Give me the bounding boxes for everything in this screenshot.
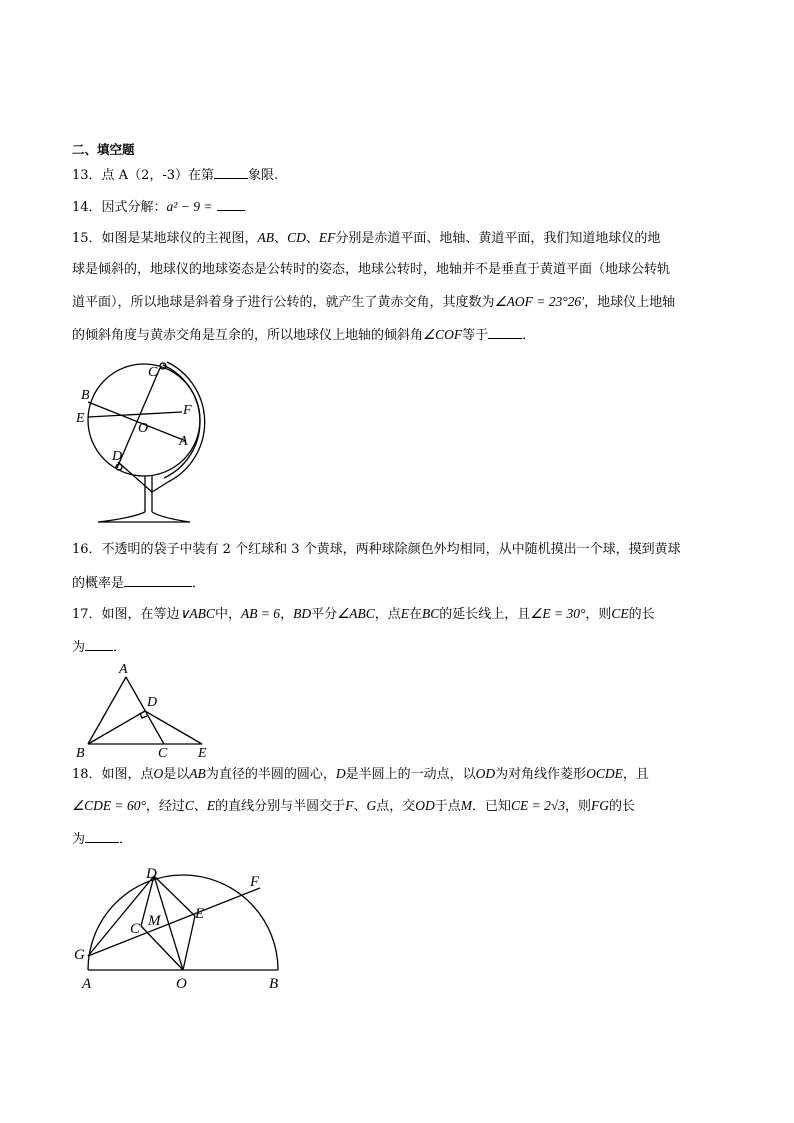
label-m: M: [148, 913, 161, 929]
label-d: D: [146, 866, 157, 882]
label-a: A: [119, 662, 128, 677]
question-16-line-2: 的概率是 ．: [72, 572, 205, 594]
label-o: O: [138, 421, 149, 436]
question-18-line-2: ∠CDE = 60°，经过C、E的直线分别与半圆交于F、G点，交OD于点M．已知CE = 2√3，则FG的长: [72, 798, 636, 814]
label-b: B: [81, 388, 90, 403]
question-15-line-2: 球是倾斜的，地球仪的地球姿态是公转时的姿态，地球公转时，地轴并不是垂直于黄道平面（地球公转轨: [72, 262, 671, 277]
ring-base-arm: [118, 462, 152, 492]
answer-blank-15[interactable]: [488, 324, 522, 339]
question-14: 14．因式分解：a² − 9 =: [72, 196, 245, 218]
answer-blank-14[interactable]: [217, 196, 245, 211]
label-e: E: [195, 906, 205, 922]
label-c: C: [130, 921, 141, 937]
line-ef: [88, 412, 182, 417]
label-e: E: [76, 411, 85, 426]
question-15-line-4: 的倾斜角度与黄赤交角是互余的，所以地球仪上地轴的倾斜角∠COF等于 ．: [72, 324, 535, 346]
semicircle-figure: [66, 858, 296, 998]
segment-eo: [183, 916, 195, 970]
side-ac: [126, 677, 164, 744]
segment-de: [145, 711, 202, 744]
expression-a2-9: a² − 9 =: [166, 199, 213, 214]
meridian-ring-inner: [167, 362, 205, 482]
answer-blank-18[interactable]: [85, 828, 119, 843]
label-d: D: [147, 695, 158, 710]
label-b: B: [269, 976, 279, 992]
label-o: O: [176, 976, 187, 992]
section-title: 二、填空题: [72, 142, 135, 157]
label-g: G: [74, 947, 85, 963]
answer-blank-17[interactable]: [85, 636, 113, 651]
label-a: A: [179, 434, 188, 449]
globe-sphere: [88, 364, 200, 476]
question-13: 13．点 A（2，-3）在第 象限.: [72, 164, 278, 186]
question-18-line-1: 18．如图，点O是以AB为直径的半圆的圆心，D是半圆上的一动点，以OD为对角线作菱形OCDE，且: [72, 766, 649, 782]
answer-blank-13[interactable]: [214, 164, 248, 179]
line-cd: [117, 368, 160, 468]
question-17-line-2: 为 ．: [72, 636, 126, 658]
answer-blank-16[interactable]: [124, 572, 192, 587]
globe-stand-base: [98, 512, 190, 522]
label-c: C: [158, 746, 168, 760]
globe-figure: [72, 354, 222, 529]
label-e: E: [198, 746, 207, 760]
label-f: F: [250, 874, 260, 890]
question-17-line-1: 17．如图，在等边∨ABC中，AB = 6，BD平分∠ABC，点E在BC的延长线上，且∠E = 30°，则CE的长: [72, 606, 655, 622]
question-16-line-1: 16．不透明的袋子中装有 2 个红球和 3 个黄球，两种球除颜色外均相同，从中随机摸出一个球，摸到黄球: [72, 542, 681, 557]
line-gf: [88, 888, 260, 956]
angle-aof: ∠AOF = 23°26′: [494, 294, 585, 309]
segment-bd: [88, 711, 145, 744]
question-18-line-3: 为 ．: [72, 828, 132, 850]
question-15-line-1: 15．如图是某地球仪的主视图，AB、CD、EF分别是赤道平面、地轴、黄道平面，我们知道地球仪的地: [72, 230, 661, 246]
label-d: D: [112, 449, 123, 464]
triangle-figure: [72, 660, 222, 760]
label-a: A: [82, 976, 92, 992]
question-15-line-3: 道平面），所以地球是斜着身子进行公转的，就产生了黄赤交角，其度数为∠AOF = 23°26′，地球仪上地轴: [72, 294, 676, 310]
label-f: F: [183, 403, 192, 418]
label-c: C: [148, 365, 158, 380]
side-ab: [88, 677, 126, 744]
label-b: B: [76, 746, 85, 760]
ring-arm: [152, 482, 168, 492]
